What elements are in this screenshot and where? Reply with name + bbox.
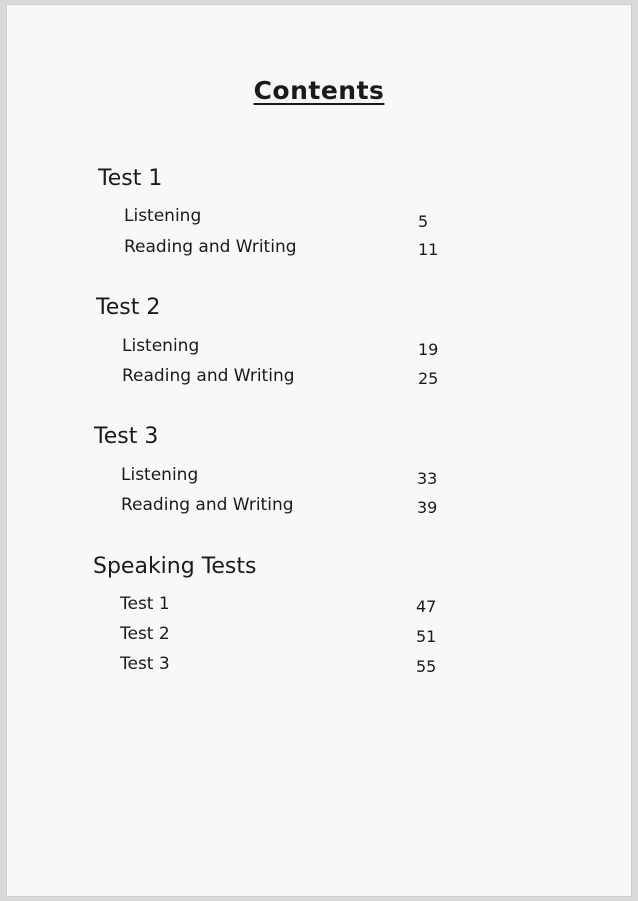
page-title-text: Contents	[253, 76, 385, 105]
toc-entry-page: 19	[418, 340, 439, 359]
toc-entry-label: Listening	[122, 336, 200, 356]
toc-entry-label: Test 2	[120, 624, 170, 644]
toc-entry-label: Listening	[124, 206, 202, 226]
toc-entry-label: Reading and Writing	[124, 237, 297, 257]
toc-entry-label: Test 3	[120, 654, 170, 674]
section-heading-test-1: Test 1	[98, 166, 163, 191]
toc-entry-page: 55	[416, 657, 437, 676]
section-heading-speaking-tests: Speaking Tests	[93, 554, 257, 579]
toc-entry-label: Listening	[121, 465, 199, 485]
toc-entry-page: 47	[416, 597, 437, 616]
toc-entry-page: 51	[416, 627, 437, 646]
section-heading-test-3: Test 3	[94, 424, 159, 449]
toc-entry-page: 25	[418, 369, 439, 388]
section-heading-test-2: Test 2	[96, 295, 161, 320]
toc-entry-page: 5	[418, 212, 429, 231]
toc-entry-label: Test 1	[120, 594, 170, 614]
toc-entry-label: Reading and Writing	[122, 366, 295, 386]
toc-entry-page: 11	[418, 240, 439, 259]
page-sheet	[6, 4, 632, 897]
toc-entry-page: 33	[417, 469, 438, 488]
toc-entry-label: Reading and Writing	[121, 495, 294, 515]
page-title	[0, 76, 638, 105]
toc-entry-page: 39	[417, 498, 438, 517]
